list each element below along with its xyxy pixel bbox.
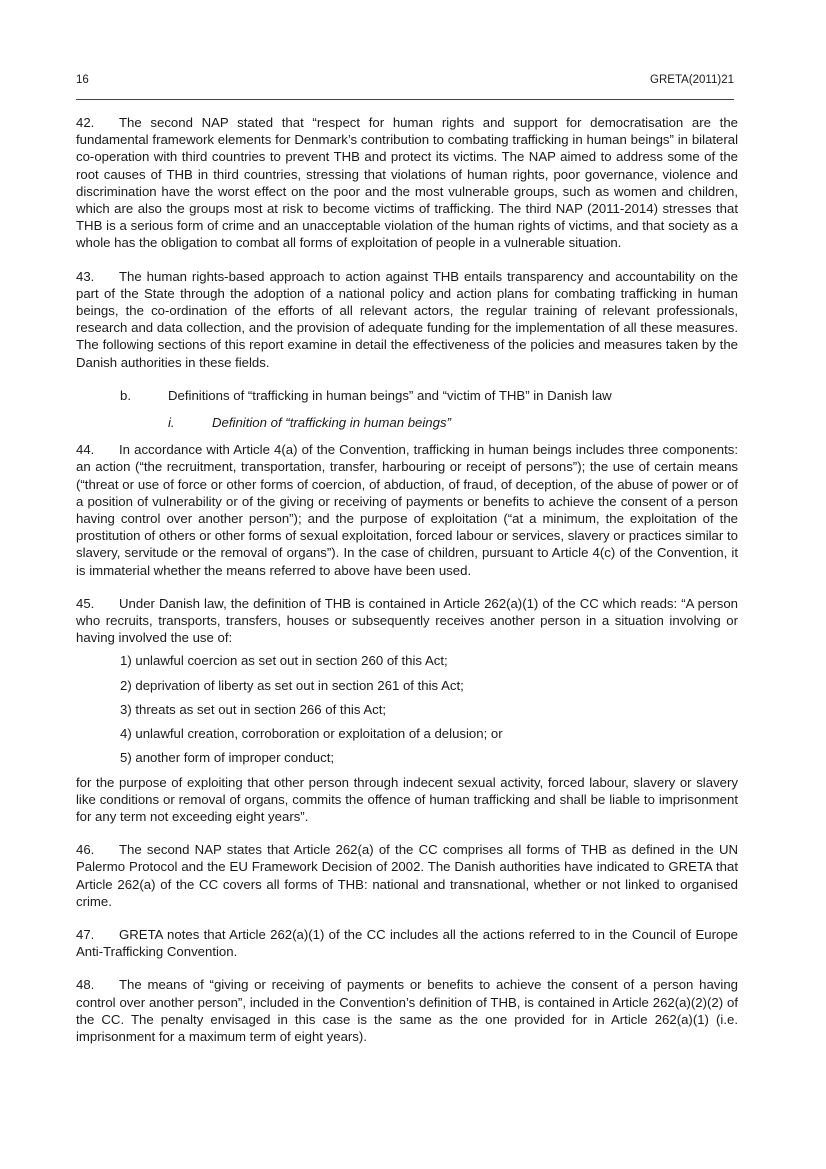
paragraph-number: 42. bbox=[76, 115, 95, 130]
quoted-list bbox=[120, 652, 738, 766]
paragraph-text: GRETA notes that Article 262(a)(1) of the CC includes all the actions referred to in the Council of Europe Anti-Trafficking Convention. bbox=[76, 926, 738, 960]
paragraph-number: 43. bbox=[76, 268, 95, 284]
paragraph-number: 45. bbox=[76, 595, 95, 611]
paragraph-text: The means of “giving or receiving of payments or benefits to achieve the consent of a person having control over another person”, included in the Convention’s definition of THB, is contained in Article 262(a)(2)(2) of the CC. The penalty envisaged in this case is the same as the one provided for in Article 262(a)(1) (i.e. imprisonment for a maximum term of eight years). bbox=[76, 977, 738, 1044]
paragraph-number: 44. bbox=[76, 442, 95, 458]
header-divider bbox=[76, 99, 734, 100]
paragraph-number: 46. bbox=[76, 842, 95, 858]
list-item: 3) threats as set out in section 266 of this Act; bbox=[120, 701, 387, 717]
paragraph-text: Under Danish law, the definition of THB is contained in Article 262(a)(1) of the CC which reads: “A person who recruits, transports, transfers, houses or subsequently receives another person in a situation involving or having involved the use of: bbox=[76, 595, 738, 646]
paragraph-number: 47. bbox=[76, 926, 95, 942]
paragraph-44 bbox=[76, 441, 738, 579]
list-item: 1) unlawful coercion as set out in section 260 of this Act; bbox=[120, 653, 448, 669]
section-title: Definitions of “trafficking in human beings” and “victim of THB” in Danish law bbox=[168, 387, 612, 403]
paragraph-text: The second NAP states that Article 262(a) of the CC comprises all forms of THB as defined in the UN Palermo Protocol and the EU Framework Decision of 2002. The Danish authorities have indicated to GRETA that Article 262(a) of the CC covers all forms of THB: national and transnational, whether or not linked to organised crime. bbox=[76, 842, 738, 909]
section-letter: b. bbox=[120, 387, 131, 403]
paragraph-45 bbox=[76, 595, 738, 825]
page-number: 16 bbox=[76, 74, 89, 86]
list-item: 2) deprivation of liberty as set out in section 261 of this Act; bbox=[120, 677, 464, 693]
paragraph-text: The second NAP stated that “respect for human rights and support for democratisation are the fundamental framework elements for Denmark’s contribution to combating trafficking in human beings” in bilateral co-operation with third countries to prevent THB and protect its victims. The NAP aimed to address some of the root causes of THB in third countries, stressing that violations of human rights, poor governance, violence and discrimination have the worst effect on the poor and the most vulnerable groups, such as women and children, which are also the groups most at risk to become victims of trafficking. The third NAP (2011-2014) stresses that THB is a serious form of crime and an unacceptable violation of the human rights of victims, and that society as a whole has the obligation to combat all forms of exploitation of people in a vulnerable situation. bbox=[76, 115, 738, 251]
paragraph-number: 48. bbox=[76, 977, 95, 993]
paragraph-48 bbox=[76, 976, 738, 1045]
paragraph-46 bbox=[76, 841, 738, 910]
paragraph-45-continuation: for the purpose of exploiting that other person through indecent sexual activity, forced labour, slavery or slavery like conditions or removal of organs, commits the offence of human trafficking and shall be liable to imprisonment for any term not exceeding eight years”. bbox=[76, 774, 738, 824]
subsection-heading-i bbox=[168, 414, 738, 431]
section-heading-b bbox=[120, 387, 738, 404]
list-item: 4) unlawful creation, corroboration or exploitation of a delusion; or bbox=[120, 726, 503, 742]
paragraph-42 bbox=[76, 114, 738, 252]
page-body bbox=[76, 114, 738, 1061]
page-header bbox=[76, 74, 734, 96]
subsection-numeral: i. bbox=[168, 415, 175, 431]
document-reference: GRETA(2011)21 bbox=[650, 74, 734, 86]
paragraph-43 bbox=[76, 268, 738, 371]
paragraph-45-intro bbox=[76, 595, 738, 647]
list-item: 5) another form of improper conduct; bbox=[120, 750, 335, 766]
subsection-title: Definition of “trafficking in human beings” bbox=[212, 415, 451, 431]
paragraph-47 bbox=[76, 926, 738, 960]
paragraph-text: In accordance with Article 4(a) of the Convention, trafficking in human beings includes three components: an action (“the recruitment, transportation, transfer, harbouring or receipt of persons”); the use of certain means (“threat or use of force or other forms of coercion, of abduction, of fraud, of deception, of the abuse of power or of a position of vulnerability or of the giving or receiving of payments or benefits to achieve the consent of a person having control over another person”); and the purpose of exploitation (“at a minimum, the exploitation of the prostitution of others or other forms of sexual exploitation, forced labour or services, slavery or practices similar to slavery, servitude or the removal of organs”). In the case of children, pursuant to Article 4(c) of the Convention, it is immaterial whether the means referred to above have been used. bbox=[76, 442, 738, 578]
paragraph-text: The human rights-based approach to action against THB entails transparency and accountability on the part of the State through the adoption of a national policy and action plans for combating trafficking in human beings, the co-ordination of the efforts of all relevant actors, the regular training of relevant professionals, research and data collection, and the provision of adequate funding for the implementation of all these measures. The following sections of this report examine in detail the effectiveness of the policies and measures taken by the Danish authorities in these fields. bbox=[76, 268, 738, 370]
